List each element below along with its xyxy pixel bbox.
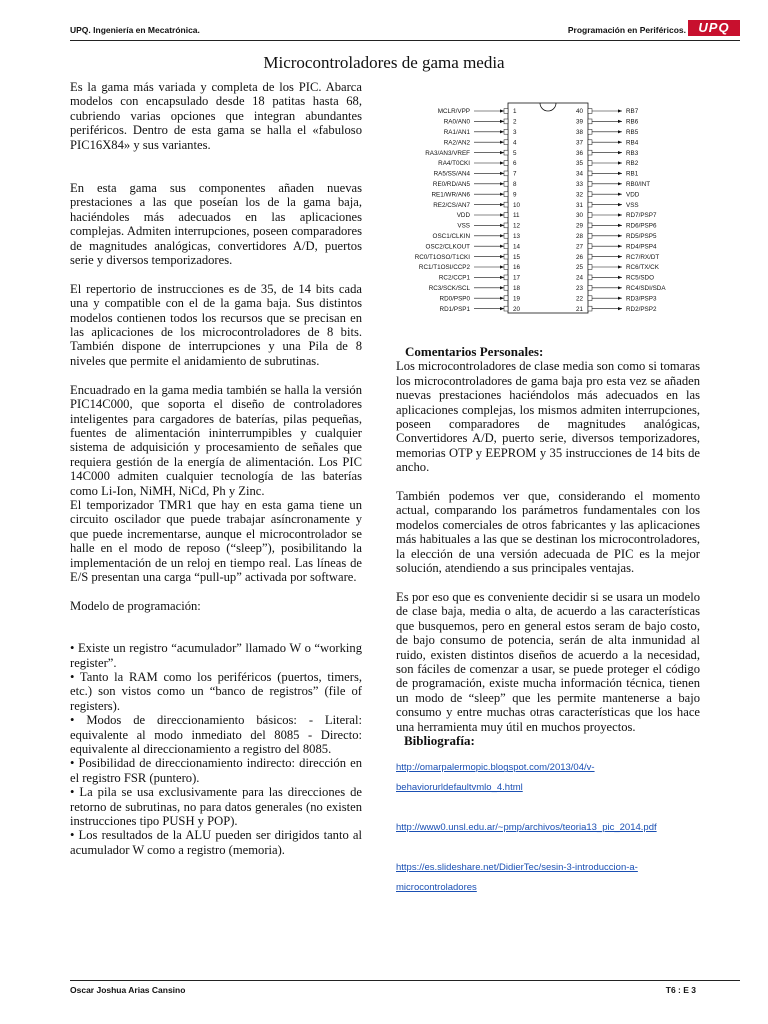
left-pin-label: RD1/PSP1 [439, 305, 470, 313]
left-pin-pad [504, 233, 508, 238]
right-pin-pad [588, 213, 592, 218]
left-pin-pad [504, 244, 508, 249]
left-pin-arrow [500, 193, 504, 196]
right-pin-number: 39 [575, 118, 583, 126]
right-pin-arrow [618, 203, 622, 206]
right-pin-number: 32 [575, 191, 583, 199]
left-pin-number: 2 [513, 118, 517, 126]
left-pin-number: 19 [513, 295, 521, 303]
left-pin-label: RD0/PSP0 [439, 295, 470, 303]
left-pin-label: RA3/AN3/VREF [425, 149, 470, 157]
right-pin-number: 31 [575, 201, 583, 209]
right-pin-pad [588, 275, 592, 280]
chip-notch [540, 103, 556, 111]
left-pin-number: 13 [513, 233, 521, 240]
left-pin-arrow [500, 172, 504, 175]
right-pin-pad [588, 223, 592, 228]
bullet-item: • Tanto la RAM como los periféricos (puertos, timers, etc.) son vistos como un “banco de registros” (file of registers). [70, 669, 362, 713]
bullet-item: • Existe un registro “acumulador” llamado W o “working register”. [70, 641, 362, 670]
right-pin-arrow [618, 193, 622, 196]
right-pin-number: 26 [575, 253, 583, 261]
right-pin-arrow [618, 213, 622, 216]
left-pin-number: 16 [513, 264, 521, 272]
right-pin-label: RC7/RX/DT [626, 253, 660, 261]
right-pin-label: RD2/PSP2 [626, 305, 657, 313]
left-pin-arrow [500, 141, 504, 144]
right-pin-number: 38 [575, 129, 583, 136]
right-pin-number: 35 [575, 160, 583, 168]
left-pin-arrow [500, 265, 504, 268]
left-pin-arrow [500, 276, 504, 279]
left-pin-pad [504, 223, 508, 228]
left-pin-arrow [500, 151, 504, 154]
right-pin-number: 40 [575, 108, 583, 116]
right-pin-arrow [618, 109, 622, 112]
bibliography-link-3[interactable]: https://es.slideshare.net/DidierTec/sesin-3-introduccion-a-microcontroladores [396, 862, 638, 894]
left-pin-pad [504, 192, 508, 197]
right-pin-label: RB6 [626, 118, 639, 126]
left-pin-number: 3 [513, 129, 517, 136]
right-pin-pad [588, 254, 592, 259]
left-pin-arrow [500, 109, 504, 112]
left-pin-number: 1 [513, 108, 517, 116]
right-pin-label: RD5/PSP5 [626, 233, 657, 240]
right-pin-pad [588, 244, 592, 249]
left-pin-number: 9 [513, 191, 517, 199]
comment-paragraph-2: También podemos ver que, considerando el momento actual, comparando los parámetros fundamentales con los modelos comerciales de otros fabricantes y las aplicaciones más habituales a las que se destinan los microcontroladores, la elección de una versión adecuada de PIC es la mejor solución, atendiendo a sus principales ventajas. [396, 489, 700, 576]
paragraph-4: Encuadrado en la gama media también se halla la versión PIC14C000, que soporta el diseño de controladores inteligentes para cargadores de baterías, pilas pequeñas, fuentes de alimentación ininterrumpibles y cualquier sistema de adquisición y procesamiento de señales que requiera gestión de la energía de alimentación. Los PIC 14C000 admiten cualquier tecnología de las baterías como Li-Ion, NiMH, NiCd, Ph y Zinc. [70, 382, 362, 498]
right-pin-label: RB5 [626, 129, 639, 136]
right-pin-pad [588, 233, 592, 238]
comment-paragraph-1: Los microcontroladores de clase media son como si tomaras los microcontroladores de gama baja pro esta vez se añaden nuevas prestaciones haciéndolos más adecuados en las aplicaciones complejas, los mismos admiten interrupciones, poseen comparadores de magnitudes analógicas, Convertidores A/D, puerto serie, diversos temporizadores, memorias OTP y EEPROM y 35 instrucciones de 14 bits de ancho. [396, 359, 700, 475]
right-pin-arrow [618, 151, 622, 154]
left-pin-label: RA1/AN1 [443, 129, 470, 136]
right-pin-number: 36 [575, 149, 583, 157]
left-column [70, 80, 362, 857]
header-institution: UPQ. Ingeniería en Mecatrónica. [70, 25, 200, 35]
left-pin-pad [504, 109, 508, 114]
left-pin-pad [504, 171, 508, 176]
left-pin-label: VSS [457, 222, 470, 230]
comment-paragraph-3: Es por eso que es conveniente decidir si se usara un modelo de clase baja, media o alta, de acuerdo a las características que busquemos, pero en general estos seram de bajo costo, de bajo consumo de potencia, serán de alta inmunidad al ruido, existen distintos diseños de acuerdo a la necesidad, son fáciles de comenzar a usar, se puede proteger el código de programación, existe mucha información técnica, tienen un modo de “sleep” que les permite mantenerse a bajo consumo y entre muchas otras características que los hace una herramienta muy útil en muchos proyectos. [396, 589, 700, 734]
left-pin-number: 8 [513, 181, 517, 188]
left-pin-arrow [500, 182, 504, 185]
right-pin-number: 34 [575, 170, 583, 178]
right-pin-label: RC4/SDI/SDA [626, 285, 666, 292]
header-rule [70, 40, 740, 41]
left-pin-pad [504, 285, 508, 290]
left-pin-pad [504, 306, 508, 311]
left-pin-label: RE2/CS/AN7 [433, 201, 470, 209]
left-pin-pad [504, 129, 508, 134]
left-pin-label: OSC1/CLKIN [432, 233, 470, 240]
right-pin-number: 23 [575, 285, 583, 292]
left-pin-label: VDD [456, 212, 470, 220]
left-pin-number: 18 [513, 285, 521, 292]
left-pin-pad [504, 181, 508, 186]
right-pin-pad [588, 109, 592, 114]
left-pin-arrow [500, 234, 504, 237]
right-pin-label: RD3/PSP3 [626, 295, 657, 303]
left-pin-label: RC3/SCK/SCL [428, 285, 470, 292]
paragraph-6: Modelo de programación: [70, 598, 201, 613]
right-pin-label: RB0/INT [626, 181, 651, 188]
right-pin-number: 28 [575, 233, 583, 240]
left-pin-number: 15 [513, 253, 521, 261]
footer-author: Oscar Joshua Arias Cansino [70, 985, 186, 995]
right-pin-pad [588, 181, 592, 186]
right-pin-number: 24 [575, 274, 583, 282]
right-pin-number: 21 [575, 305, 583, 313]
right-pin-number: 37 [575, 139, 583, 147]
paragraph-1: Es la gama más variada y completa de los PIC. Abarca modelos con encapsulado desde 18 patitas hasta 68, cubriendo varias opciones que integran abundantes periféricos. Dentro de esta gama se halla el «fabuloso PIC16X84» y sus variantes. [70, 80, 362, 152]
right-pin-arrow [618, 255, 622, 258]
right-pin-arrow [618, 141, 622, 144]
bullet-item: • Posibilidad de direccionamiento indirecto: dirección en el registro FSR (puntero). [70, 756, 362, 785]
right-pin-label: VDD [626, 191, 640, 199]
right-pin-arrow [618, 265, 622, 268]
left-pin-pad [504, 296, 508, 301]
left-pin-pad [504, 254, 508, 259]
bibliography-link-2[interactable]: http://www0.unsl.edu.ar/~pmp/archivos/teoria13_pic_2014.pdf [396, 822, 657, 834]
right-pin-arrow [618, 307, 622, 310]
right-pin-pad [588, 161, 592, 166]
right-column [396, 345, 700, 918]
left-pin-label: RE1/WR/AN6 [431, 191, 470, 199]
left-pin-number: 20 [513, 305, 521, 313]
left-pin-arrow [500, 203, 504, 206]
right-pin-label: VSS [626, 201, 639, 209]
paragraph-3: El repertorio de instrucciones es de 35, de 14 bits cada una y compatible con el de la gama baja. Sus distintos modelos contienen todos los recursos que se precisan en las aplicaciones de los microcontroladores de 8 bits. También dispone de interrupciones y una Pila de 8 niveles que permite el anidamiento de subrutinas. [70, 281, 362, 368]
right-pin-pad [588, 285, 592, 290]
right-pin-arrow [618, 172, 622, 175]
left-pin-number: 11 [513, 212, 520, 220]
bullet-item: • Modos de direccionamiento básicos: - Literal: equivalente al modo inmediato del 8085 - Directo: equivalente al direccionamiento a registro del 8085. [70, 713, 362, 757]
left-pin-pad [504, 213, 508, 218]
right-pin-arrow [618, 297, 622, 300]
left-pin-number: 14 [513, 243, 521, 251]
comments-heading: Comentarios Personales: [405, 344, 544, 359]
footer-page-id: T6 : E 3 [665, 985, 696, 995]
right-pin-label: RD6/PSP6 [626, 222, 657, 230]
right-pin-number: 30 [575, 212, 583, 220]
right-pin-pad [588, 150, 592, 155]
right-pin-label: RB1 [626, 170, 639, 178]
right-pin-arrow [618, 224, 622, 227]
bullet-item: • Los resultados de la ALU pueden ser dirigidos tanto al acumulador W como a registro (memoria). [70, 828, 362, 857]
left-pin-pad [504, 140, 508, 145]
right-pin-label: RB4 [626, 139, 639, 147]
left-pin-pad [504, 265, 508, 270]
pinout-diagram [396, 97, 700, 317]
right-pin-arrow [618, 234, 622, 237]
left-pin-label: RC1/T1OSI/CCP2 [418, 264, 470, 272]
left-pin-pad [504, 275, 508, 280]
right-pin-label: RD4/PSP4 [626, 243, 657, 251]
left-pin-number: 5 [513, 149, 517, 157]
left-pin-arrow [500, 213, 504, 216]
page-title: Microcontroladores de gama media [263, 53, 505, 72]
right-pin-pad [588, 265, 592, 270]
left-pin-label: RA2/AN2 [443, 139, 470, 147]
right-pin-pad [588, 202, 592, 207]
right-pin-arrow [618, 245, 622, 248]
left-pin-number: 12 [513, 222, 521, 230]
left-pin-pad [504, 202, 508, 207]
right-pin-label: RB7 [626, 108, 639, 116]
left-pin-label: RA4/T0CKI [438, 160, 470, 168]
left-pin-arrow [500, 224, 504, 227]
upq-logo: UPQ [688, 20, 740, 36]
right-pin-pad [588, 140, 592, 145]
pinout-svg [396, 97, 700, 317]
left-pin-label: RC2/CCP1 [438, 274, 470, 282]
left-pin-label: RE0/RD/AN5 [432, 181, 470, 188]
right-pin-label: RD7/PSP7 [626, 212, 657, 220]
left-pin-number: 17 [513, 274, 521, 282]
right-pin-arrow [618, 120, 622, 123]
left-pin-label: OSC2/CLKOUT [425, 243, 470, 251]
left-pin-pad [504, 150, 508, 155]
left-pin-label: RA5/SS/AN4 [433, 170, 470, 178]
right-pin-label: RB2 [626, 160, 639, 168]
bullet-item: • La pila se usa exclusivamente para las direcciones de retorno de subrutinas, no para datos generales (no existen instrucciones tipo PUSH y POP). [70, 785, 362, 829]
left-pin-arrow [500, 161, 504, 164]
left-pin-arrow [500, 255, 504, 258]
left-pin-arrow [500, 307, 504, 310]
left-pin-number: 4 [513, 139, 517, 147]
left-pin-arrow [500, 297, 504, 300]
left-pin-pad [504, 161, 508, 166]
right-pin-number: 29 [575, 222, 583, 230]
left-pin-arrow [500, 245, 504, 248]
right-pin-pad [588, 306, 592, 311]
bibliography-link-1[interactable]: http://omarpalermopic.blogspot.com/2013/04/v-behaviorurldefaultvmlo_4.html [396, 762, 595, 794]
bibliography-heading: Bibliografía: [404, 732, 475, 748]
left-pin-number: 7 [513, 170, 517, 178]
right-pin-arrow [618, 161, 622, 164]
right-pin-pad [588, 171, 592, 176]
left-pin-pad [504, 119, 508, 124]
left-pin-arrow [500, 120, 504, 123]
left-pin-label: RC0/T1OSO/T1CKI [414, 253, 470, 261]
left-pin-label: RA0/AN0 [443, 118, 470, 126]
right-pin-pad [588, 119, 592, 124]
left-pin-number: 10 [513, 201, 521, 209]
right-pin-arrow [618, 276, 622, 279]
header-course: Programación en Periféricos. [567, 25, 686, 35]
left-pin-arrow [500, 130, 504, 133]
right-pin-number: 27 [575, 243, 583, 251]
right-pin-arrow [618, 286, 622, 289]
right-pin-label: RC5/SDO [626, 274, 654, 282]
right-pin-pad [588, 129, 592, 134]
right-pin-number: 33 [575, 181, 583, 188]
paragraph-2: En esta gama sus componentes añaden nuevas prestaciones a las que poseían los de la gama baja, haciéndoles más adecuados en las aplicaciones complejas. Admiten interrupciones, poseen comparadores de magnitudes analógicas, convertidores A/D, puertos serie y diversos temporizadores. [70, 181, 362, 268]
left-pin-number: 6 [513, 160, 517, 168]
right-pin-number: 25 [575, 264, 583, 272]
right-pin-label: RC6/TX/CK [626, 264, 659, 272]
left-pin-arrow [500, 286, 504, 289]
left-pin-label: MCLR/VPP [437, 108, 470, 116]
right-pin-arrow [618, 130, 622, 133]
right-pin-label: RB3 [626, 149, 639, 157]
right-pin-pad [588, 192, 592, 197]
right-pin-arrow [618, 182, 622, 185]
right-pin-number: 22 [575, 295, 583, 303]
right-pin-pad [588, 296, 592, 301]
paragraph-5: El temporizador TMR1 que hay en esta gama tiene un circuito oscilador que puede trabajar asíncronamente y que puede incrementarse, aunque el microcontrolador se halle en el modo de reposo (“sleep”), posibilitando la implementación de un reloj en tiempo real. Las líneas de E/S presentan una carga “pull-up” activada por software. [70, 497, 362, 584]
footer-rule [70, 980, 740, 981]
